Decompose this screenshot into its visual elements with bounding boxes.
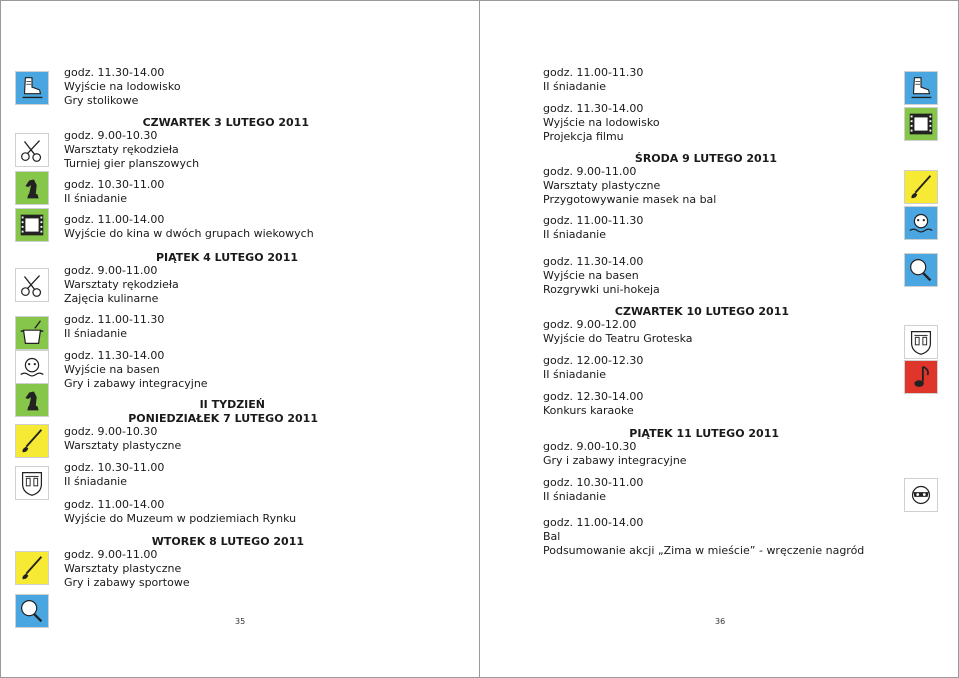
time-slot: godz. 11.30-14.00 (543, 255, 644, 268)
skate-icon (904, 71, 938, 105)
day-heading: PIĄTEK 11 LUTEGO 2011 (629, 427, 779, 440)
activity: Gry i zabawy integracyjne (64, 377, 208, 390)
film-icon (904, 107, 938, 141)
time-slot: godz. 11.00-11.30 (543, 214, 644, 227)
activity: II śniadanie (543, 228, 607, 241)
coat-of-arms-icon (15, 466, 49, 500)
activity: Gry i zabawy integracyjne (543, 454, 687, 467)
time-slot: godz. 9.00-11.00 (543, 165, 637, 178)
time-slot: godz. 9.00-11.00 (64, 548, 158, 561)
day-heading: CZWARTEK 3 LUTEGO 2011 (142, 116, 309, 129)
activity: Wyjście na lodowisko (543, 116, 660, 129)
time-slot: godz. 11.30-14.00 (64, 66, 165, 79)
activity: Gry stolikowe (64, 94, 139, 107)
time-slot: godz. 11.30-14.00 (64, 349, 165, 362)
ping-pong-icon (15, 594, 49, 628)
time-slot: godz. 9.00-10.30 (64, 425, 158, 438)
activity: Zajęcia kulinarne (64, 292, 159, 305)
activity: II śniadanie (543, 368, 607, 381)
page-gutter (479, 0, 480, 678)
paintbrush-icon (904, 170, 938, 204)
chess-knight-icon (15, 383, 49, 417)
time-slot: godz. 11.30-14.00 (543, 102, 644, 115)
activity: Projekcja filmu (543, 130, 624, 143)
activity: Podsumowanie akcji „Zima w mieście” - wręczenie nagród (543, 544, 865, 557)
activity: Wyjście na basen (64, 363, 160, 376)
activity: Bal (543, 530, 561, 543)
activity: II śniadanie (543, 490, 607, 503)
activity: Warsztaty plastyczne (64, 439, 182, 452)
film-icon (15, 208, 49, 242)
activity: II śniadanie (64, 327, 128, 340)
cooking-pot-icon (15, 316, 49, 350)
activity: Warsztaty plastyczne (64, 562, 182, 575)
day-heading: WTOREK 8 LUTEGO 2011 (151, 535, 304, 548)
week-heading: II TYDZIEŃ (199, 398, 265, 411)
time-slot: godz. 9.00-11.00 (64, 264, 158, 277)
swimmer-icon (15, 350, 49, 384)
scissors-icon (15, 133, 49, 167)
time-slot: godz. 11.00-14.00 (64, 498, 165, 511)
page-number: 36 (715, 617, 726, 626)
activity: Warsztaty rękodzieła (64, 143, 179, 156)
activity: Wyjście do Muzeum w podziemiach Rynku (64, 512, 297, 525)
paintbrush-icon (15, 424, 49, 458)
activity: Wyjście na basen (543, 269, 639, 282)
activity: Warsztaty plastyczne (543, 179, 661, 192)
day-heading: PONIEDZIAŁEK 7 LUTEGO 2011 (128, 412, 318, 425)
paintbrush-icon (15, 551, 49, 585)
ping-pong-icon (904, 253, 938, 287)
carnival-mask-icon (904, 478, 938, 512)
day-heading: CZWARTEK 10 LUTEGO 2011 (614, 305, 789, 318)
time-slot: godz. 9.00-12.00 (543, 318, 637, 331)
time-slot: godz. 12.00-12.30 (543, 354, 644, 367)
swimmer-icon (904, 206, 938, 240)
day-heading: ŚRODA 9 LUTEGO 2011 (634, 152, 777, 165)
day-heading: PIĄTEK 4 LUTEGO 2011 (155, 251, 298, 264)
activity: Warsztaty rękodzieła (64, 278, 179, 291)
time-slot: godz. 11.00-11.30 (64, 313, 165, 326)
scissors-icon (15, 268, 49, 302)
activity: Turniej gier planszowych (64, 157, 200, 170)
time-slot: godz. 10.30-11.00 (543, 476, 644, 489)
time-slot: godz. 9.00-10.30 (64, 129, 158, 142)
activity: Przygotowywanie masek na bal (543, 193, 717, 206)
time-slot: godz. 9.00-10.30 (543, 440, 637, 453)
activity: II śniadanie (543, 80, 607, 93)
time-slot: godz. 11.00-11.30 (543, 66, 644, 79)
activity: Rozgrywki uni-hokeja (543, 283, 660, 296)
activity: Wyjście na lodowisko (64, 80, 181, 93)
time-slot: godz. 11.00-14.00 (64, 213, 165, 226)
music-note-icon (904, 360, 938, 394)
time-slot: godz. 10.30-11.00 (64, 461, 165, 474)
page-number: 35 (235, 617, 246, 626)
time-slot: godz. 10.30-11.00 (64, 178, 165, 191)
coat-of-arms-icon (904, 325, 938, 359)
activity: Gry i zabawy sportowe (64, 576, 190, 589)
activity: Wyjście do Teatru Groteska (543, 332, 693, 345)
chess-knight-icon (15, 171, 49, 205)
activity: II śniadanie (64, 475, 128, 488)
activity: Wyjście do kina w dwóch grupach wiekowych (64, 227, 314, 240)
skate-icon (15, 71, 49, 105)
time-slot: godz. 11.00-14.00 (543, 516, 644, 529)
activity: Konkurs karaoke (543, 404, 634, 417)
activity: II śniadanie (64, 192, 128, 205)
time-slot: godz. 12.30-14.00 (543, 390, 644, 403)
